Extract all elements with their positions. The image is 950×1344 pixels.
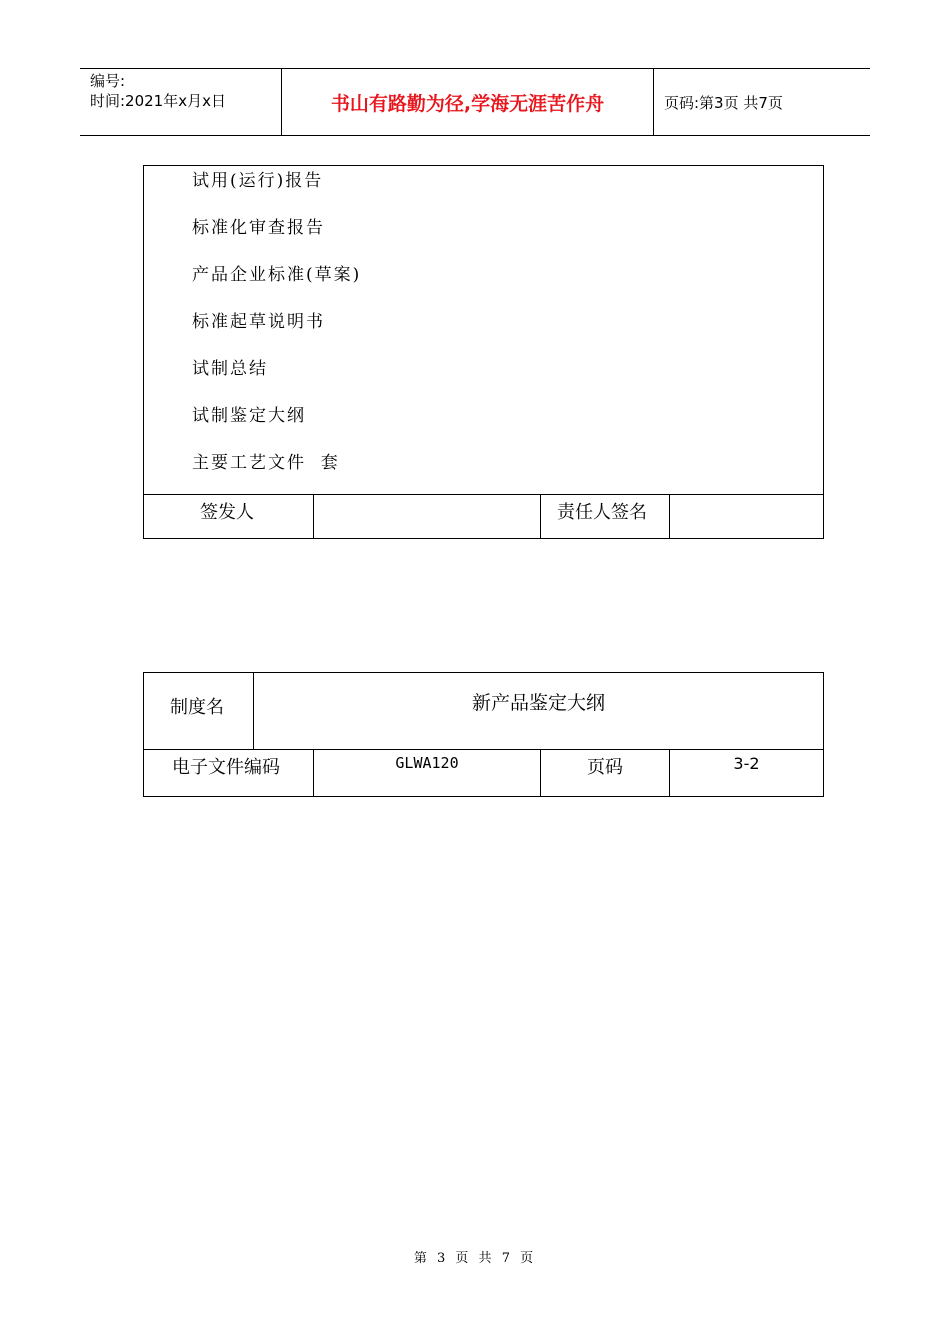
page-header	[80, 68, 870, 136]
list-item: 试用(运行)报告	[192, 171, 324, 191]
list-item: 主要工艺文件 套	[192, 453, 340, 473]
system-table	[143, 672, 824, 797]
date-label: 时间:2021年x月x日	[90, 92, 226, 110]
divider	[669, 494, 670, 538]
signer-label: 签发人	[200, 502, 254, 523]
header-meta	[80, 69, 281, 135]
doc-list-table	[143, 165, 824, 539]
divider	[540, 494, 541, 538]
page-footer: 第 3 页 共 7 页	[413, 1251, 537, 1266]
list-item: 产品企业标准(草案)	[192, 265, 362, 285]
signer-field[interactable]	[319, 498, 534, 532]
document-title: 新产品鉴定大纲	[471, 692, 605, 714]
motto: 书山有路勤为径,学海无涯苦作舟	[281, 69, 654, 135]
divider	[144, 494, 823, 495]
file-code-label: 电子文件编码	[172, 757, 280, 778]
responsible-label: 责任人签名	[557, 502, 647, 523]
doc-list	[192, 170, 361, 499]
file-code-value: GLWA120	[395, 754, 459, 772]
name-label: 制度名	[170, 697, 224, 718]
divider	[144, 749, 823, 750]
list-item: 试制鉴定大纲	[192, 406, 306, 426]
list-item: 试制总结	[192, 359, 268, 379]
list-item: 标准化审查报告	[192, 218, 325, 238]
list-item: 标准起草说明书	[192, 312, 325, 332]
page-value: 3-2	[733, 754, 760, 773]
divider	[313, 494, 314, 538]
responsible-field[interactable]	[676, 498, 816, 532]
number-label: 编号:	[90, 72, 126, 90]
page-label: 页码	[587, 757, 623, 778]
page-info: 页码:第3页 共7页	[664, 93, 783, 112]
